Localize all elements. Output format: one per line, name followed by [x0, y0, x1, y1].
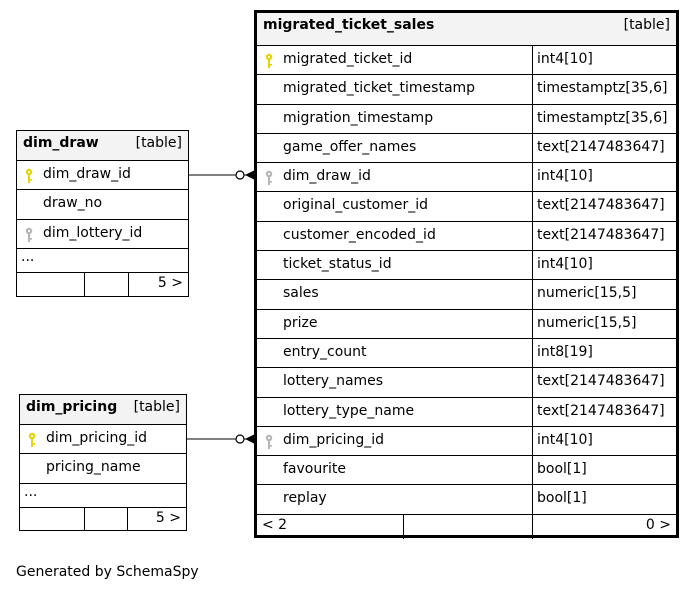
column-type: text[2147483647] [532, 134, 665, 162]
column-name[interactable]: dim_draw_id [283, 168, 371, 185]
table-footer [257, 515, 676, 539]
column-type: int8[19] [532, 339, 593, 367]
main-column-row[interactable] [257, 75, 676, 104]
dim-draw-column-row[interactable] [17, 190, 188, 219]
main-column-row[interactable] [257, 368, 676, 397]
zero-optional-marker [236, 435, 244, 443]
more-columns-ellipsis: ... [17, 249, 188, 273]
column-type: bool[1] [532, 456, 587, 484]
main-column-row[interactable] [257, 192, 676, 221]
column-type: text[2147483647] [532, 398, 665, 426]
column-name[interactable]: original_customer_id [283, 197, 429, 214]
primary-key-icon [264, 53, 274, 69]
column-name[interactable]: lottery_names [283, 373, 384, 390]
table-header [20, 395, 186, 425]
main-column-row[interactable] [257, 222, 676, 251]
column-name[interactable]: pricing_name [46, 459, 141, 476]
column-name[interactable]: dim_lottery_id [43, 224, 143, 241]
dim-draw-column-row[interactable] [17, 220, 188, 249]
column-type: text[2147483647] [532, 192, 665, 220]
column-name[interactable]: dim_pricing_id [46, 430, 148, 446]
table-footer [17, 273, 188, 296]
main-column-row[interactable] [257, 427, 676, 456]
column-type: numeric[15,5] [532, 280, 636, 308]
generated-by-note: Generated by SchemaSpy [16, 564, 199, 580]
column-type: text[2147483647] [532, 368, 665, 396]
foreign-key-icon [264, 170, 274, 186]
column-name[interactable]: entry_count [283, 343, 367, 360]
column-type: int4[10] [532, 46, 593, 74]
dim-pricing-column-row[interactable] [20, 425, 186, 454]
edge-dim-pricing [187, 434, 255, 444]
column-name[interactable]: game_offer_names [283, 138, 417, 155]
column-type: text[2147483647] [532, 222, 665, 250]
table-dim-draw[interactable] [16, 130, 189, 297]
column-type: numeric[15,5] [532, 310, 636, 338]
table-kind: [table] [133, 399, 180, 415]
table-footer [20, 508, 186, 530]
dim-pricing-column-row[interactable] [20, 454, 186, 483]
table-header [257, 13, 676, 46]
column-name[interactable]: sales [283, 285, 319, 302]
column-name[interactable]: migration_timestamp [283, 109, 434, 126]
primary-key-icon [27, 432, 37, 448]
column-type: bool[1] [532, 485, 587, 513]
column-name[interactable]: lottery_type_name [283, 402, 415, 419]
zero-optional-marker [236, 171, 244, 179]
column-type: timestamptz[35,6] [532, 105, 667, 133]
column-name[interactable]: favourite [283, 461, 346, 478]
primary-key-icon [24, 168, 34, 184]
dim-draw-column-row[interactable] [17, 161, 188, 190]
children-link[interactable]: 5 > [155, 509, 181, 526]
foreign-key-icon [24, 227, 34, 243]
main-column-row[interactable] [257, 339, 676, 368]
table-header [17, 131, 188, 161]
main-column-row[interactable] [257, 134, 676, 163]
column-name[interactable]: dim_draw_id [43, 166, 131, 182]
more-columns-ellipsis: ... [20, 484, 186, 508]
column-name[interactable]: prize [283, 314, 318, 331]
table-kind: [table] [623, 17, 670, 33]
column-name[interactable]: draw_no [43, 195, 103, 212]
table-name[interactable]: dim_draw [23, 135, 99, 151]
main-column-row[interactable] [257, 280, 676, 309]
main-column-row[interactable] [257, 46, 676, 75]
children-link[interactable]: 5 > [157, 274, 183, 291]
children-link[interactable]: 0 > [645, 516, 671, 533]
edge-dim-draw [189, 170, 255, 180]
main-column-row[interactable] [257, 105, 676, 134]
table-dim-pricing[interactable] [19, 394, 187, 531]
column-name[interactable]: migrated_ticket_timestamp [283, 80, 476, 97]
main-column-row[interactable] [257, 251, 676, 280]
table-name[interactable]: dim_pricing [26, 399, 118, 415]
main-column-row[interactable] [257, 163, 676, 192]
column-name[interactable]: dim_pricing_id [283, 431, 385, 448]
column-name[interactable]: ticket_status_id [283, 256, 392, 273]
parents-link[interactable]: < 2 [262, 516, 288, 533]
column-type: int4[10] [532, 163, 593, 191]
column-type: timestamptz[35,6] [532, 75, 667, 103]
main-column-row[interactable] [257, 456, 676, 485]
main-column-row[interactable] [257, 485, 676, 514]
column-type: int4[10] [532, 427, 593, 455]
table-kind: [table] [135, 135, 182, 151]
foreign-key-icon [264, 434, 274, 450]
column-name[interactable]: replay [283, 490, 327, 507]
column-name[interactable]: customer_encoded_id [283, 226, 436, 243]
column-type: int4[10] [532, 251, 593, 279]
table-migrated-ticket-sales[interactable] [254, 10, 679, 538]
column-name[interactable]: migrated_ticket_id [283, 51, 413, 67]
table-name[interactable]: migrated_ticket_sales [263, 17, 435, 33]
main-column-row[interactable] [257, 398, 676, 427]
main-column-row[interactable] [257, 310, 676, 339]
